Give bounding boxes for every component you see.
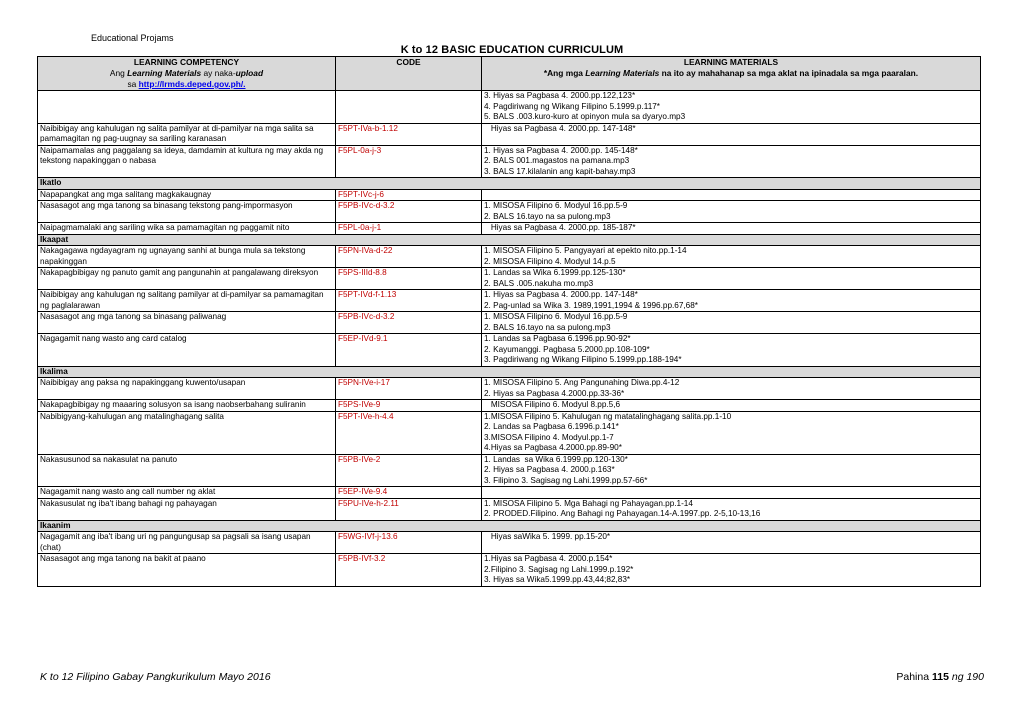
- material-item: 1. MISOSA Filipino 5. Ang Pangunahing Diwa.pp.4-12: [484, 378, 680, 387]
- material-item: 3.MISOSA Filipino 4. Modyul.pp.1-7: [484, 432, 614, 442]
- material-item: 1. MISOSA Filipino 6. Modyul 16.pp.5-9: [484, 312, 628, 321]
- material-item: 1.Hiyas sa Pagbasa 4. 2000.p.154*: [484, 554, 613, 563]
- table-row: [38, 201, 981, 223]
- quarter-section-row: [38, 178, 981, 190]
- materials-note-em: Learning Materials: [585, 68, 660, 78]
- code-cell: F5PB-IVf-3.2: [336, 554, 482, 587]
- competency-note-em2: upload: [235, 68, 264, 78]
- competency-cell: Napapangkat ang mga salitang magkakaugnay: [38, 189, 336, 201]
- material-item: 3. Hiyas sa Pagbasa 4. 2000.pp.122,123*: [484, 91, 636, 100]
- competency-note-pre: Ang: [109, 68, 128, 78]
- materials-cell: [482, 223, 981, 235]
- materials-cell: [482, 201, 981, 223]
- competency-cell: Nakapagbibigay ng maaaring solusyon sa isang naobserbahang suliranin: [38, 400, 336, 412]
- table-row: [38, 498, 981, 520]
- material-item: 1. Landas sa Wika 6.1999.pp.125-130*: [484, 268, 626, 277]
- competency-header-note: [40, 68, 333, 79]
- footer-page-number: [896, 671, 984, 683]
- table-row: [38, 554, 981, 587]
- competency-cell: Naipagmamalaki ang sariling wika sa pamamagitan ng paggamit nito: [38, 223, 336, 235]
- header-organization: Educational Projams: [91, 33, 174, 43]
- competency-cell: Nabibigyang-kahulugan ang matalinghagang salita: [38, 411, 336, 454]
- materials-cell: [482, 532, 981, 554]
- table-row: [38, 268, 981, 290]
- materials-cell: [482, 498, 981, 520]
- table-row: [38, 312, 981, 334]
- footer-document-name: K to 12 Filipino Gabay Pangkurikulum Mayo 2016: [40, 671, 271, 683]
- page-current: 115: [932, 671, 949, 683]
- materials-cell: [482, 268, 981, 290]
- material-item: 3. Filipino 3. Sagisag ng Lahi.1999.pp.57-66*: [484, 475, 648, 485]
- material-item: 2. Kayumanggi. Pagbasa 5.2000.pp.108-109*: [484, 344, 650, 354]
- material-item: 2. BALS 16.tayo na sa pulong.mp3: [484, 211, 611, 221]
- code-cell: F5PS-IIId-8.8: [336, 268, 482, 290]
- table-row: [38, 91, 981, 124]
- curriculum-table: [37, 56, 981, 587]
- material-item: 2. BALS 001.magastos na pamana.mp3: [484, 156, 630, 165]
- material-item: 1.MISOSA Filipino 5. Kahulugan ng matatalinghagang salita.pp.1-10: [484, 411, 732, 421]
- code-cell: F5PB-IVe-2: [336, 454, 482, 487]
- code-cell: F5PT-IVc-j-6: [336, 189, 482, 201]
- competency-header-link-line: [40, 79, 333, 90]
- code-column-header: CODE: [336, 57, 482, 91]
- materials-cell: [482, 454, 981, 487]
- code-cell: F5PS-IVe-9: [336, 400, 482, 412]
- table-row: [38, 400, 981, 412]
- competency-cell: Nasasagot ang mga tanong sa binasang tekstong pang-impormasyon: [38, 201, 336, 223]
- lrmds-link[interactable]: http://lrmds.deped.gov.ph/.: [138, 79, 246, 89]
- material-item: 5. BALS .003.kuro-kuro at opinyon mula sa dyaryo.mp3: [484, 112, 686, 121]
- competency-note-mid: ay naka-: [201, 68, 236, 78]
- competency-cell: Naibibigay ang kahulugan ng salitang pamilyar at di-pamilyar sa pamamagitan ng paglalarawan: [38, 290, 336, 312]
- materials-cell: [482, 290, 981, 312]
- materials-cell: [482, 400, 981, 412]
- table-row: [38, 123, 981, 145]
- page-total: 190: [966, 671, 984, 683]
- material-item: MISOSA Filipino 6. Modyul 8.pp.5,6: [484, 400, 621, 409]
- materials-note-pre: *Ang mga: [543, 68, 586, 78]
- page-of-word: ng: [948, 671, 967, 683]
- material-item: 3. Pagdiriwang ng Wikang Filipino 5.1999.pp.188-194*: [484, 355, 682, 364]
- material-item: 1. MISOSA Filipino 5. Pangyayari at epekto nito.pp.1-14: [484, 246, 687, 255]
- material-item: 1. Hiyas sa Pagbasa 4. 2000.pp. 145-148*: [484, 145, 638, 155]
- competency-header-title: LEARNING COMPETENCY: [133, 57, 240, 67]
- material-item: 2. Hiyas sa Pagbasa 4.2000.pp.33-36*: [484, 388, 625, 398]
- material-item: 2. PRODED.Filipino. Ang Bahagi ng Pahayagan.14-A.1997.pp. 2-5,10-13,16: [484, 509, 761, 518]
- code-cell: F5PL-0a-j-3: [336, 145, 482, 178]
- table-row: [38, 334, 981, 367]
- quarter-section-row: [38, 520, 981, 532]
- code-cell: F5PU-IVe-h-2.11: [336, 498, 482, 520]
- material-item: 2. Hiyas sa Pagbasa 4. 2000.p.163*: [484, 465, 615, 474]
- document-title: K to 12 BASIC EDUCATION CURRICULUM: [400, 44, 624, 56]
- materials-cell: [482, 334, 981, 367]
- material-item: Hiyas sa Pagbasa 4. 2000.pp. 185-187*: [484, 223, 636, 232]
- materials-cell: [482, 145, 981, 178]
- competency-cell: Nagagamit nang wasto ang call number ng aklat: [38, 487, 336, 499]
- section-label: Ikalima: [38, 366, 981, 378]
- material-item: 3. Hiyas sa Wika5.1999.pp.43,44;82,83*: [484, 575, 631, 584]
- code-cell: F5EP-IVd-9.1: [336, 334, 482, 367]
- code-cell: F5PN-IVa-d-22: [336, 246, 482, 268]
- competency-column-header: [38, 57, 336, 91]
- materials-cell: [482, 554, 981, 587]
- table-row: [38, 487, 981, 499]
- material-item: 4.Hiyas sa Pagbasa 4.2000.pp.89-90*: [484, 443, 622, 452]
- page-word: Pahina: [896, 671, 932, 683]
- material-item: Hiyas saWika 5. 1999. pp.15-20*: [484, 532, 611, 541]
- competency-link-prefix: sa: [127, 79, 139, 89]
- table-row: [38, 532, 981, 554]
- materials-cell: [482, 487, 981, 499]
- materials-cell: [482, 189, 981, 201]
- code-cell: F5PT-IVd-f-1.13: [336, 290, 482, 312]
- code-cell: F5PB-IVc-d-3.2: [336, 312, 482, 334]
- materials-cell: [482, 312, 981, 334]
- table-row: [38, 290, 981, 312]
- table-row: [38, 454, 981, 487]
- competency-cell: Nagagamit ang iba't ibang uri ng pangungusap sa pagsali sa isang usapan (chat): [38, 532, 336, 554]
- code-cell: F5WG-IVf-j-13.6: [336, 532, 482, 554]
- code-cell: F5PT-IVe-h-4.4: [336, 411, 482, 454]
- competency-cell: Naibibigay ang paksa ng napakinggang kuwento/usapan: [38, 378, 336, 400]
- material-item: 1. MISOSA Filipino 5. Mga Bahagi ng Pahayagan.pp.1-14: [484, 498, 693, 508]
- table-row: [38, 378, 981, 400]
- table-row: [38, 411, 981, 454]
- material-item: 1. Landas sa Pagbasa 6.1996.pp.90-92*: [484, 334, 631, 343]
- competency-cell: Nakasusulat ng iba't ibang bahagi ng pahayagan: [38, 498, 336, 520]
- code-cell: F5PL-0a-j-1: [336, 223, 482, 235]
- materials-note-post: na ito ay mahahanap sa mga aklat na ipinadala sa mga paaralan.: [659, 68, 919, 78]
- table-row: [38, 246, 981, 268]
- materials-cell: [482, 411, 981, 454]
- material-item: 4. Pagdiriwang ng Wikang Filipino 5.1999.p.117*: [484, 101, 660, 111]
- competency-note-em: Learning Materials: [127, 68, 202, 78]
- material-item: 2. BALS 16.tayo na sa pulong.mp3: [484, 322, 611, 332]
- code-cell: F5PT-IVa-b-1.12: [336, 123, 482, 145]
- material-item: 1. MISOSA Filipino 6. Modyul 16.pp.5-9: [484, 201, 628, 210]
- material-item: Hiyas sa Pagbasa 4. 2000.pp. 147-148*: [484, 123, 636, 133]
- material-item: 2. Pag-unlad sa Wika 3. 1989,1991,1994 & 1996.pp.67,68*: [484, 300, 698, 310]
- materials-cell: [482, 378, 981, 400]
- section-label: Ikatlo: [38, 178, 981, 190]
- material-item: 1. Landas sa Wika 6.1999.pp.120-130*: [484, 454, 628, 464]
- materials-header-note: [484, 68, 978, 79]
- quarter-section-row: [38, 366, 981, 378]
- materials-header-title: LEARNING MATERIALS: [683, 57, 779, 67]
- table-row: [38, 189, 981, 201]
- code-cell: F5EP-IVe-9.4: [336, 487, 482, 499]
- competency-cell: [38, 91, 336, 124]
- material-item: 3. BALS 17.kilalanin ang kapit-bahay.mp3: [484, 166, 636, 176]
- table-header-row: [38, 57, 981, 91]
- material-item: 2.Filipino 3. Sagisag ng Lahi.1999.p.192*: [484, 564, 634, 574]
- section-label: Ikaanim: [38, 520, 981, 532]
- code-cell: F5PN-IVe-i-17: [336, 378, 482, 400]
- table-row: [38, 223, 981, 235]
- materials-cell: [482, 246, 981, 268]
- competency-cell: Naipamamalas ang paggalang sa ideya, damdamin at kultura ng may akda ng tekstong napakinggan o nabasa: [38, 145, 336, 178]
- materials-cell: [482, 91, 981, 124]
- table-body: [38, 91, 981, 587]
- section-label: Ikaapat: [38, 234, 981, 246]
- material-item: 2. Landas sa Pagbasa 6.1996.p.141*: [484, 422, 619, 431]
- competency-cell: Nagagamit nang wasto ang card catalog: [38, 334, 336, 367]
- code-cell: [336, 91, 482, 124]
- materials-column-header: [482, 57, 981, 91]
- competency-cell: Naibibigay ang kahulugan ng salita pamilyar at di-pamilyar na mga salita sa pamamagitan ng pag-uugnay sa sariling karanasan: [38, 123, 336, 145]
- competency-cell: Nakagagawa ngdayagram ng ugnayang sanhi at bunga mula sa tekstong napakinggan: [38, 246, 336, 268]
- competency-cell: Nasasagot ang mga tanong na bakit at paano: [38, 554, 336, 587]
- competency-cell: Nasasagot ang mga tanong sa binasang paliwanag: [38, 312, 336, 334]
- code-cell: F5PB-IVc-d-3.2: [336, 201, 482, 223]
- material-item: 2. BALS .005.nakuha mo.mp3: [484, 278, 594, 288]
- quarter-section-row: [38, 234, 981, 246]
- table-row: [38, 145, 981, 178]
- competency-cell: Nakasusunod sa nakasulat na panuto: [38, 454, 336, 487]
- materials-cell: [482, 123, 981, 145]
- competency-cell: Nakapagbibigay ng panuto gamit ang pangunahin at pangalawang direksyon: [38, 268, 336, 290]
- material-item: 2. MISOSA Filipino 4. Modyul 14.p.5: [484, 256, 616, 266]
- material-item: 1. Hiyas sa Pagbasa 4. 2000.pp. 147-148*: [484, 290, 638, 299]
